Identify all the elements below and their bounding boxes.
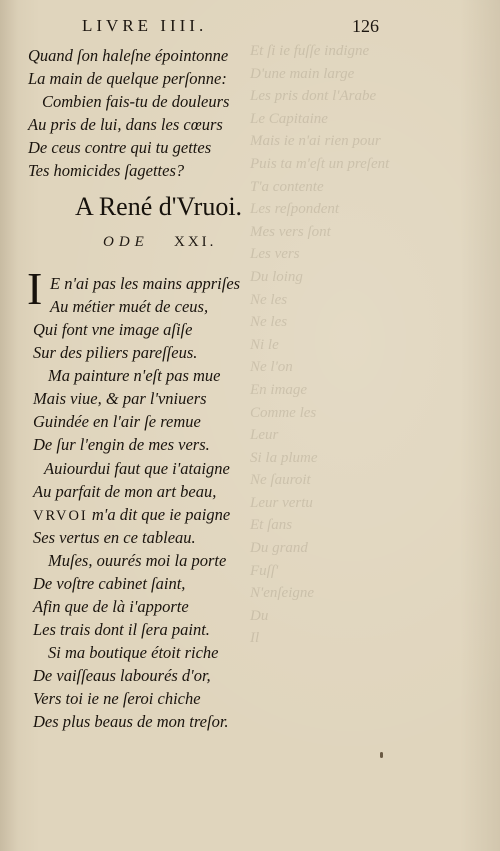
- show-through-line: Comme les: [250, 404, 317, 421]
- verse-line: Les trais dont il ſera paint.: [33, 620, 210, 639]
- show-through-line: Mes vers ſont: [250, 223, 331, 240]
- verse-line: Ma painture n'eſt pas mue: [48, 366, 221, 385]
- poem-title: A René d'Vruoi.: [75, 192, 243, 221]
- verse-line: Quand ſon haleſne épointonne: [28, 46, 229, 65]
- verse-line: Combien fais-tu de douleurs: [42, 92, 230, 111]
- show-through-line: Puis ta m'eſt un preſent: [250, 155, 390, 172]
- show-through-line: Et ſans: [250, 517, 293, 534]
- show-through-line: Le Capitaine: [250, 110, 328, 127]
- show-through-text: [250, 40, 490, 650]
- show-through-line: Ne l'on: [250, 359, 293, 376]
- show-through-line: Leur vertu: [250, 494, 313, 511]
- show-through-line: T'a contente: [250, 178, 324, 195]
- show-through-line: Mais ie n'ai rien pour: [250, 133, 381, 150]
- page-number: 126: [352, 16, 379, 36]
- show-through-line: Les pris dont l'Arabe: [250, 88, 377, 105]
- show-through-line: Les vers: [250, 246, 300, 263]
- verse-line: [33, 505, 230, 525]
- ode-number: XXI.: [174, 234, 217, 250]
- show-through-line: Il: [250, 630, 260, 647]
- show-through-line: Ne les: [250, 291, 288, 308]
- ode-heading: [0, 234, 500, 256]
- verse-line: Guindée en l'air ſe remue: [33, 412, 201, 431]
- verse-line: Afin que de là i'apporte: [33, 597, 189, 616]
- verse-line: De voſtre cabinet ſaint,: [33, 574, 186, 593]
- show-through-line: Leur: [250, 427, 279, 444]
- verse-line: Auiourdui faut que i'ataigne: [44, 459, 230, 478]
- verse-line: Qui font vne image aſiſe: [33, 320, 193, 339]
- show-through-line: Les reſpondent: [250, 201, 340, 218]
- verse-line-rest: m'a dit que ie paigne: [87, 505, 231, 524]
- verse-line: Ses vertus en ce tableau.: [33, 528, 196, 547]
- verse-line: Mais viue, & par l'vniuers: [33, 389, 207, 408]
- ode-label: ODE: [103, 234, 149, 250]
- show-through-line: Si la plume: [250, 449, 318, 466]
- show-through-line: Ne ſauroit: [250, 472, 311, 489]
- show-through-line: Et ſi ie fuſſe indigne: [250, 43, 370, 59]
- verse-line: Muſes, ouurés moi la porte: [48, 551, 227, 570]
- show-through-line: Du loing: [250, 268, 303, 285]
- verse-line: De vaiſſeaus labourés d'or,: [33, 666, 211, 685]
- show-through-line: En image: [250, 381, 308, 398]
- verse-line: Au parfait de mon art beau,: [33, 482, 217, 501]
- running-head: [0, 10, 500, 38]
- verse-line: Des plus beaus de mon treſor.: [33, 712, 229, 731]
- verse-line: Sur des piliers pareſſeus.: [33, 343, 198, 362]
- verse-line: De ſur l'engin de mes vers.: [33, 435, 210, 454]
- running-head-title: LIVRE IIII.: [82, 16, 208, 35]
- show-through-line: N'enſeigne: [250, 585, 315, 602]
- verse-line: La main de quelque perſonne:: [28, 69, 227, 88]
- dedicatee-name: VRVOI: [33, 508, 88, 524]
- verse-line: Tes homicides ſagettes?: [28, 161, 185, 180]
- show-through-line: D'une main large: [250, 65, 355, 82]
- show-through-line: Ni le: [250, 336, 279, 353]
- verse-line: Au pris de lui, dans les cœurs: [28, 115, 223, 134]
- show-through-line: Du: [250, 607, 269, 624]
- drop-cap: I: [27, 263, 43, 314]
- verse-line: Vers toi ie ne ſeroi chiche: [33, 689, 201, 708]
- show-through-line: Fuſſ': [250, 562, 279, 579]
- ink-mark: [380, 752, 383, 758]
- show-through-line: Du grand: [250, 540, 308, 557]
- verse-line: Si ma boutique étoit riche: [48, 643, 219, 662]
- verse-line: De ceus contre qui tu gettes: [28, 138, 212, 157]
- verse-line: E n'ai pas les mains appriſes: [50, 274, 241, 293]
- show-through-line: Ne les: [250, 314, 288, 331]
- verse-line: Au métier muét de ceus,: [50, 297, 209, 316]
